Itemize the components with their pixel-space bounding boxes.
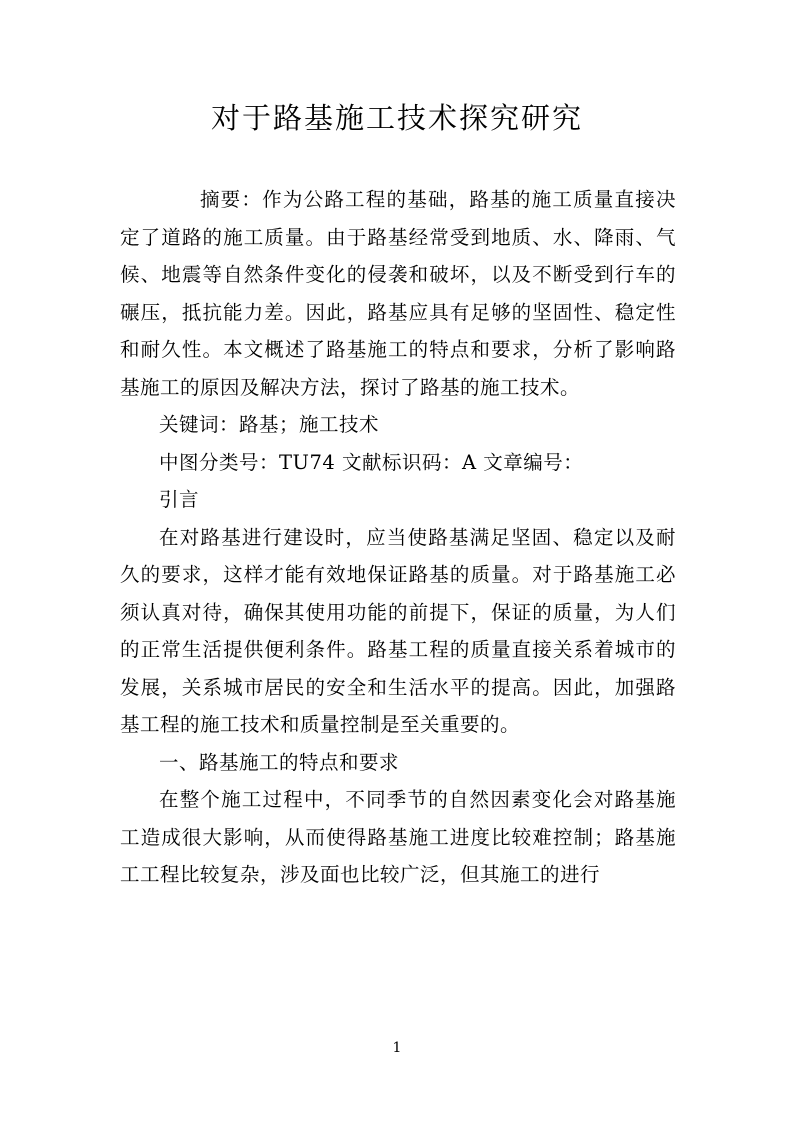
document-title: 对于路基施工技术探究研究 xyxy=(210,101,583,135)
intro-paragraph: 在对路基进行建设时，应当使路基满足坚固、稳定以及耐久的要求，这样才能有效地保证路基的质量。对于路基施工必须认真对待，确保其使用功能的前提下，保证的质量，为人们的正常生活提供便利条件。路基工程的质量直接关系着城市的发展，关系城市居民的安全和生活水平的提高。因此，加强路基工程的施工技术和质量控制是至关重要的。 xyxy=(120,525,676,736)
intro-heading: 引言 xyxy=(159,488,200,511)
keywords-line: 关键词：路基；施工技术 xyxy=(159,413,380,436)
abstract-paragraph: 摘要：作为公路工程的基础，路基的施工质量直接决定了道路的施工质量。由于路基经常受到地质、水、降雨、气候、地震等自然条件变化的侵袭和破坏，以及不断受到行车的碾压，抵抗能力差。因此，路基应具有足够的坚固性、稳定性和耐久性。本文概述了路基施工的特点和要求，分析了影响路基施工的原因及解决方法，探讨了路基的施工技术。 xyxy=(120,188,676,399)
page-number: 1 xyxy=(392,1040,402,1056)
classification-line: 中图分类号：TU74 文献标识码：A 文章编号： xyxy=(159,450,584,474)
section1-paragraph: 在整个施工过程中，不同季节的自然因素变化会对路基施工造成很大影响，从而使得路基施工进度比较难控制；路基施工工程比较复杂，涉及面也比较广泛，但其施工的进行 xyxy=(120,788,676,886)
section1-heading: 一、路基施工的特点和要求 xyxy=(159,750,400,774)
document-body xyxy=(120,181,676,894)
